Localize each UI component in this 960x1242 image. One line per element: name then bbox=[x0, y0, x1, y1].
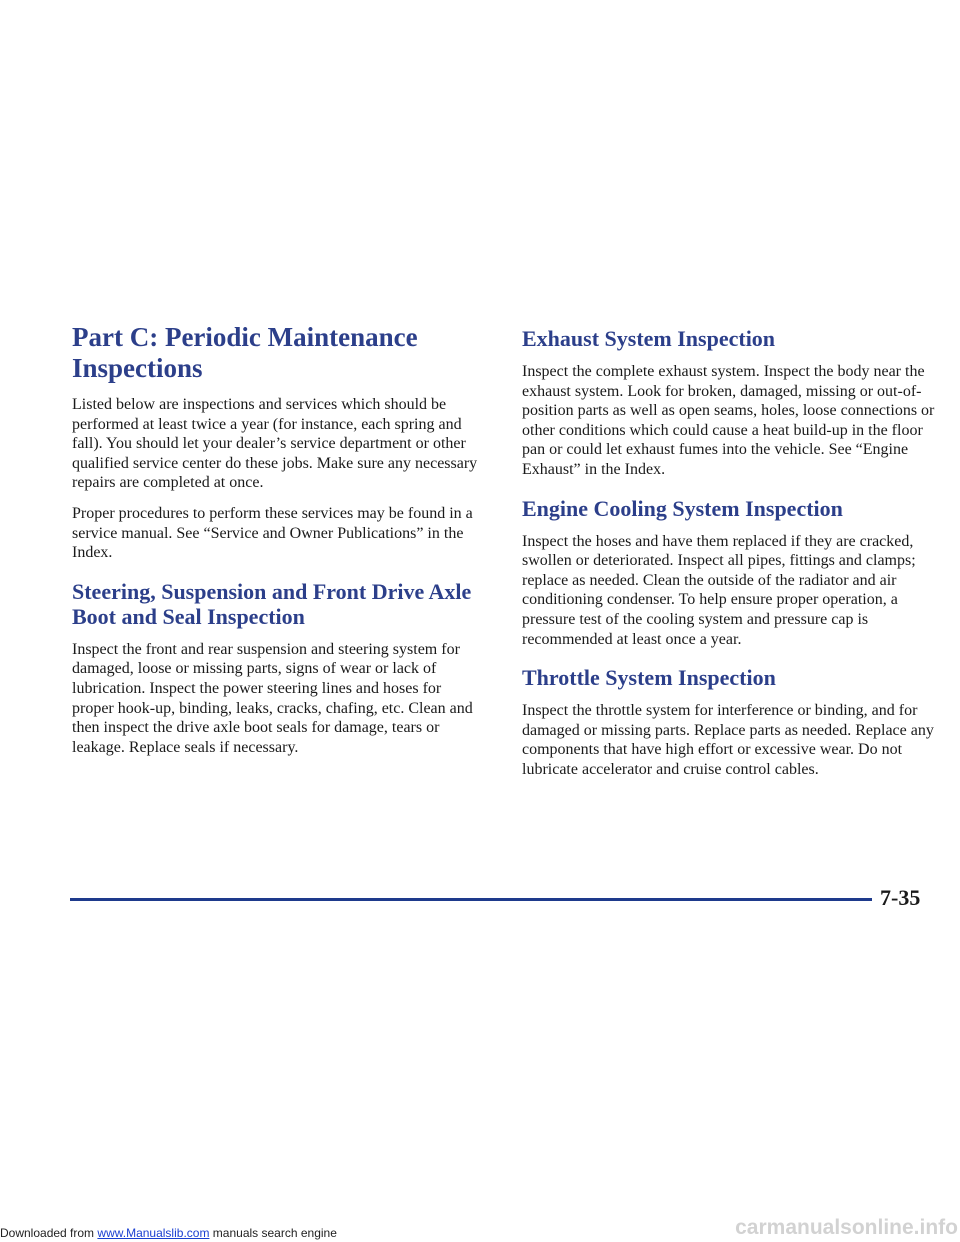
download-suffix: manuals search engine bbox=[212, 1226, 337, 1240]
throttle-heading: Throttle System Inspection bbox=[522, 665, 776, 691]
page-title: Part C: Periodic Maintenance Inspections bbox=[72, 322, 418, 383]
right-column bbox=[522, 326, 942, 780]
footer-rule bbox=[70, 898, 872, 901]
page-number: 7-35 bbox=[880, 885, 921, 910]
steering-heading: Steering, Suspension and Front Drive Axle Boot and Seal Inspection bbox=[72, 578, 472, 629]
exhaust-paragraph: Inspect the complete exhaust system. Inspect the body near the exhaust system. Look for broken, damaged, missing or out-of-position parts as well as open seams, holes, loose connections or other conditions which could cause a heat build-up in the floor pan or could let exhaust fumes into the vehicle. See “Engine Exhaust” in the Index. bbox=[522, 363, 935, 478]
intro-paragraph-2: Proper procedures to perform these services may be found in a service manual. See “Service and Owner Publications” in the Index. bbox=[72, 504, 473, 562]
manualslib-link[interactable]: www.Manualslib.com bbox=[97, 1226, 210, 1240]
cooling-heading: Engine Cooling System Inspection bbox=[522, 495, 843, 521]
throttle-paragraph: Inspect the throttle system for interference or binding, and for damaged or missing parts. Replace parts as needed. Replace any components that have high effort or excessive wear. Do not lubricate accelerator and cruise control cables. bbox=[522, 702, 934, 778]
left-column bbox=[72, 322, 484, 757]
cooling-paragraph: Inspect the hoses and have them replaced if they are cracked, swollen or deteriorated. Inspect all pipes, fittings and clamps; replace as needed. Clean the outside of the radiator and air conditioning condenser. To help ensure proper operation, a pressure test of the cooling system and pressure cap is recommended at least once a year. bbox=[522, 532, 916, 648]
site-watermark: carmanualsonline.info bbox=[735, 1216, 958, 1239]
page-margin-bottom bbox=[0, 940, 960, 1242]
exhaust-heading: Exhaust System Inspection bbox=[522, 326, 776, 351]
intro-paragraph-1: Listed below are inspections and services which should be performed at least twice a year (for instance, each spring and fall). You should let your dealer’s service department or other qualified service center do these jobs. Make sure any necessary repairs are completed at once. bbox=[72, 396, 478, 492]
download-prefix: Downloaded from bbox=[0, 1226, 95, 1240]
download-bar bbox=[0, 1226, 337, 1240]
steering-paragraph: Inspect the front and rear suspension and steering system for damaged, loose or missing parts, signs of wear or lack of lubrication. Inspect the power steering lines and hoses for proper hook-up, binding, leaks, cracks, chafing, etc. Clean and then inspect the drive axle boot seals for damage, tears or leakage. Replace seals if necessary. bbox=[72, 640, 473, 756]
